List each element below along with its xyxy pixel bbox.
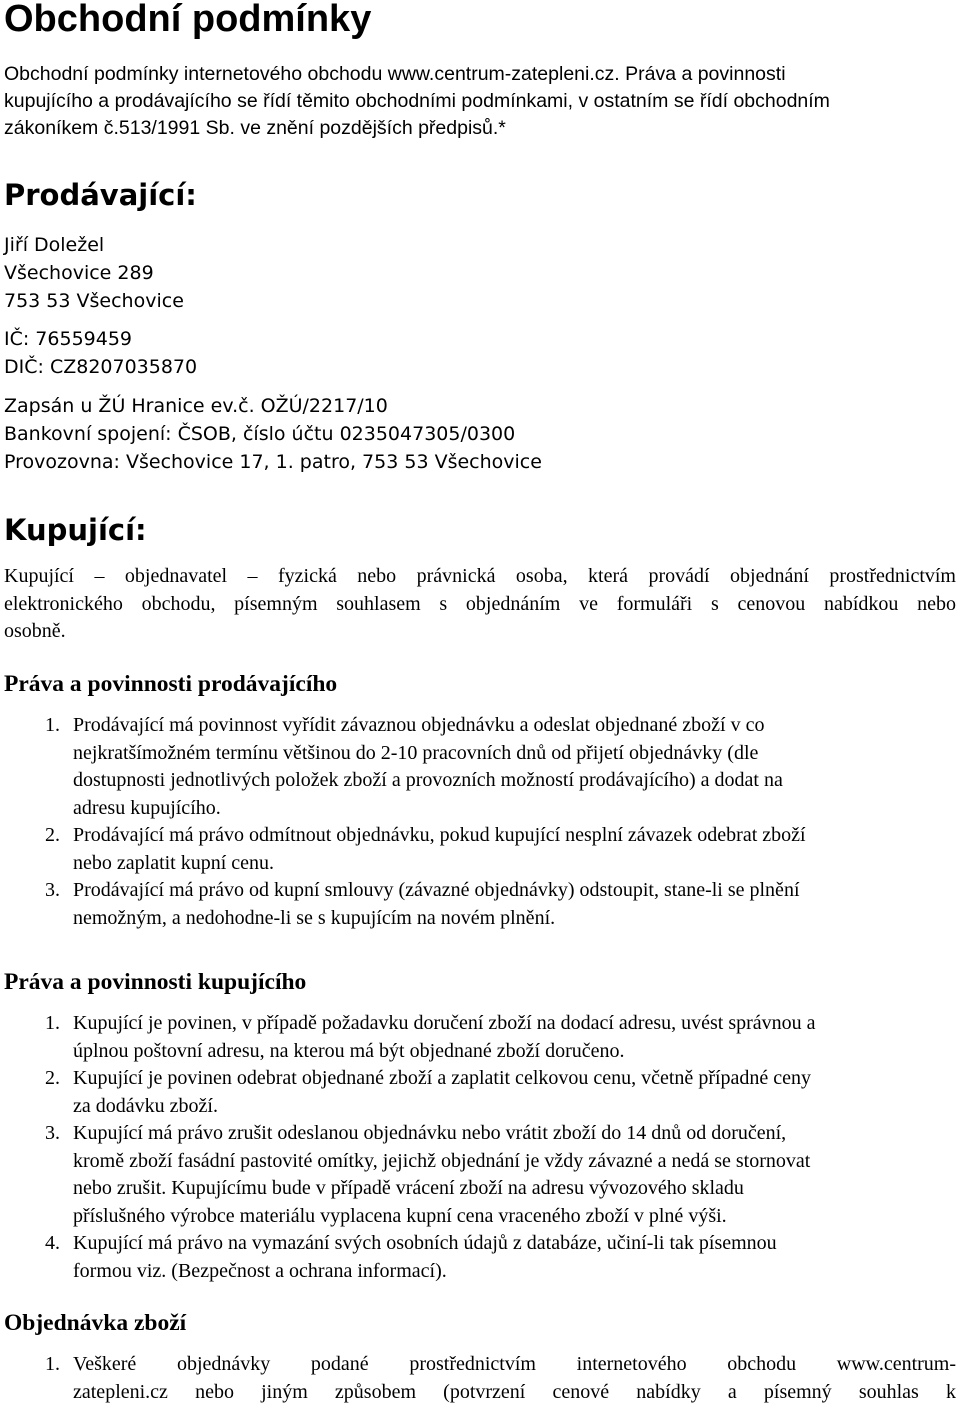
- list-line: Veškeré objednávky podané prostřednictvím internetového obchodu www.centrum-: [73, 1353, 956, 1375]
- seller-office: Provozovna: Všechovice 17, 1. patro, 753 53 Všechovice: [4, 451, 542, 473]
- intro-paragraph: [4, 61, 830, 142]
- list-number: 1.: [45, 714, 60, 736]
- seller-ids: [4, 325, 197, 381]
- order-list: [4, 1351, 956, 1406]
- list-line: úplnou poštovní adresu, na kterou má být objednané zboží doručeno.: [73, 1039, 625, 1062]
- buyer-rights-list: [4, 1010, 956, 1285]
- seller-registered: Zapsán u ŽÚ Hranice ev.č. OŽÚ/2217/10: [4, 395, 388, 417]
- seller-address: [4, 231, 184, 315]
- list-number: 2.: [45, 824, 60, 846]
- list-line: Kupující má právo na vymazání svých osobních údajů z databáze, učiní-li tak písemnou: [73, 1232, 777, 1254]
- buyer-definition-line: Kupující – objednavatel – fyzická nebo právnická osoba, která provádí objednání prostřednictvím: [4, 565, 956, 587]
- seller-rights-heading: Práva a povinnosti prodávajícího: [4, 671, 338, 697]
- list-line: zatepleni.cz nebo jiným způsobem (potvrzení cenové nabídky a písemný souhlas k: [73, 1380, 956, 1403]
- seller-street: Všechovice 289: [4, 262, 154, 284]
- list-number: 1.: [45, 1353, 60, 1375]
- buyer-heading: Kupující:: [4, 513, 147, 547]
- list-line: kromě zboží fasádní pastovité omítky, jejichž objednání je vždy závazné a nedá se stornovat: [73, 1149, 811, 1172]
- list-line: dostupnosti jednotlivých položek zboží a provozních možností prodávajícího) a dodat na: [73, 769, 783, 791]
- list-line: Kupující je povinen, v případě požadavku doručení zboží na dodací adresu, uvést správnou a: [73, 1012, 816, 1034]
- list-number: 3.: [45, 879, 60, 901]
- buyer-rights-heading: Práva a povinnosti kupujícího: [4, 969, 307, 995]
- list-item: [4, 712, 956, 822]
- list-item: [4, 1230, 956, 1285]
- list-line: formou viz. (Bezpečnost a ochrana informací).: [73, 1259, 447, 1282]
- list-item: [4, 1010, 956, 1065]
- seller-name: Jiří Doležel: [4, 234, 105, 256]
- list-number: 2.: [45, 1067, 60, 1089]
- list-item: [4, 1065, 956, 1120]
- seller-city: 753 53 Všechovice: [4, 290, 184, 312]
- buyer-definition-line: elektronického obchodu, písemným souhlasem s objednáním ve formuláři s cenovou nabídkou nebo: [4, 592, 956, 615]
- intro-line: Obchodní podmínky internetového obchodu www.centrum-zatepleni.cz. Práva a povinnosti: [4, 63, 786, 85]
- seller-rights-list: [4, 712, 956, 932]
- intro-line: kupujícího a prodávajícího se řídí těmito obchodními podmínkami, v ostatním se řídí obchodním: [4, 90, 830, 112]
- list-item: [4, 877, 956, 932]
- seller-bank: Bankovní spojení: ČSOB, číslo účtu 0235047305/0300: [4, 423, 516, 445]
- list-item: [4, 822, 956, 877]
- seller-ic: IČ: 76559459: [4, 328, 133, 350]
- list-line: za dodávku zboží.: [73, 1094, 218, 1117]
- list-number: 1.: [45, 1012, 60, 1034]
- seller-heading: Prodávající:: [4, 178, 197, 212]
- seller-details: [4, 392, 542, 476]
- list-number: 4.: [45, 1232, 60, 1254]
- list-line: Prodávající má povinnost vyřídit závaznou objednávku a odeslat objednané zboží v co: [73, 714, 765, 736]
- list-line: nebo zrušit. Kupujícímu bude v případě vrácení zboží na adresu vývozového skladu: [73, 1177, 744, 1199]
- list-number: 3.: [45, 1122, 60, 1144]
- list-line: Prodávající má právo odmítnout objednávku, pokud kupující nesplní závazek odebrat zboží: [73, 824, 806, 846]
- list-line: příslušného výrobce materiálu vyplacena kupní cena vraceného zboží v plné výši.: [73, 1204, 727, 1227]
- intro-line: zákoníkem č.513/1991 Sb. ve znění pozdějších předpisů.*: [4, 117, 506, 139]
- page-title: Obchodní podmínky: [4, 0, 372, 40]
- list-item: [4, 1120, 956, 1230]
- list-line: Kupující je povinen odebrat objednané zboží a zaplatit celkovou cenu, včetně případné ceny: [73, 1067, 812, 1089]
- list-line: Kupující má právo zrušit odeslanou objednávku nebo vrátit zboží do 14 dnů od doručení,: [73, 1122, 787, 1144]
- list-line: nejkratšímožném termínu většinou do 2-10 pracovních dnů od přijetí objednávky (dle: [73, 741, 759, 764]
- buyer-definition: [4, 563, 956, 646]
- order-heading: Objednávka zboží: [4, 1310, 187, 1336]
- seller-dic: DIČ: CZ8207035870: [4, 356, 198, 378]
- list-line: nemožným, a nedohodne-li se s kupujícím na novém plnění.: [73, 906, 556, 929]
- list-line: adresu kupujícího.: [73, 796, 221, 819]
- list-item: [4, 1351, 956, 1406]
- list-line: Prodávající má právo od kupní smlouvy (závazné objednávky) odstoupit, stane-li se plnění: [73, 879, 800, 901]
- list-line: nebo zaplatit kupní cenu.: [73, 851, 275, 874]
- buyer-definition-line: osobně.: [4, 620, 66, 642]
